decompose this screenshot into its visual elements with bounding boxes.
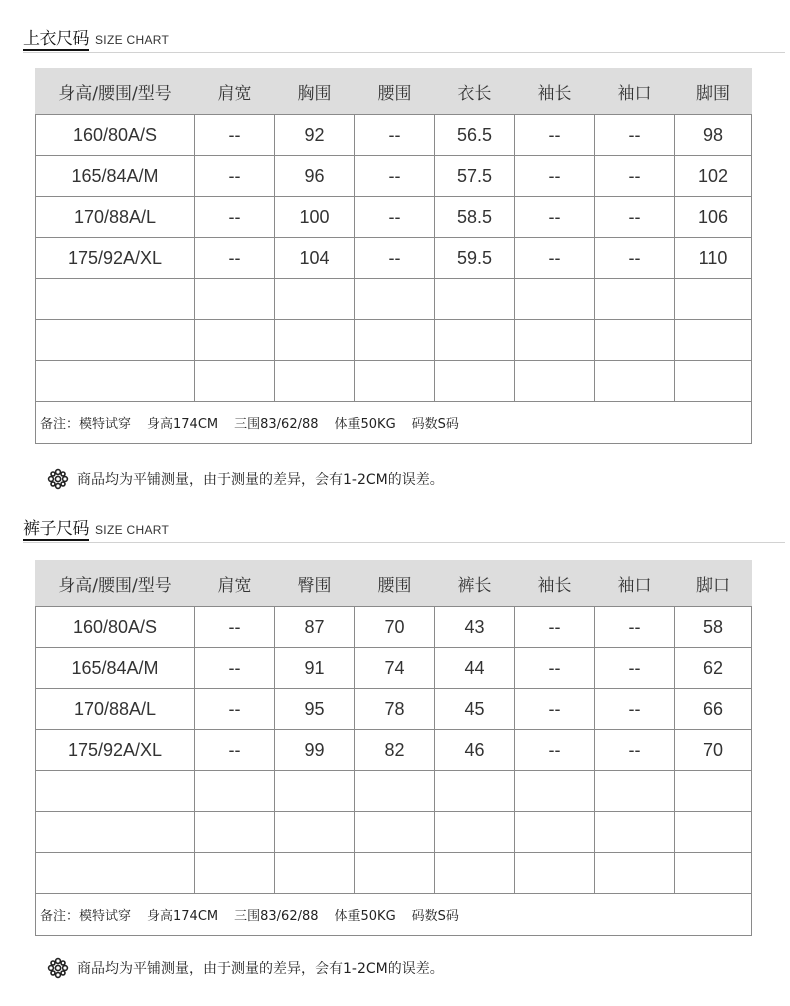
note-height: 身高174CM — [147, 909, 219, 924]
measurement-cell: -- — [195, 238, 275, 279]
header-cell: 袖长 — [515, 560, 595, 607]
measurement-cell — [595, 279, 675, 320]
measurement-cell — [435, 853, 515, 894]
header-cell: 胸围 — [275, 68, 355, 115]
measurement-cell — [195, 812, 275, 853]
measurement-cell: -- — [515, 156, 595, 197]
measurement-footnote — [47, 957, 444, 979]
measurement-cell: 70 — [675, 730, 752, 771]
measurement-cell: 57.5 — [435, 156, 515, 197]
measurement-cell — [515, 279, 595, 320]
measurement-cell: 102 — [675, 156, 752, 197]
table-row — [36, 730, 752, 771]
footnote-text: 商品均为平铺测量，由于测量的差异，会有1-2CM的误差。 — [77, 961, 444, 977]
measurement-cell — [515, 320, 595, 361]
table-header-row — [36, 68, 752, 115]
table-row — [36, 607, 752, 648]
measurement-cell: -- — [355, 115, 435, 156]
top-size-table — [35, 68, 752, 444]
measurement-cell — [435, 279, 515, 320]
flower-icon — [47, 468, 69, 490]
measurement-cell: 98 — [675, 115, 752, 156]
size-label-cell: 165/84A/M — [36, 156, 195, 197]
measurement-cell: -- — [515, 115, 595, 156]
measurement-cell — [355, 812, 435, 853]
note-size: 码数S码 — [411, 909, 459, 924]
size-label-cell — [36, 361, 195, 402]
measurement-cell: 110 — [675, 238, 752, 279]
header-cell: 腰围 — [355, 560, 435, 607]
measurement-cell — [355, 853, 435, 894]
measurement-cell — [675, 279, 752, 320]
measurement-cell — [515, 853, 595, 894]
note-height: 身高174CM — [147, 417, 219, 432]
measurement-cell — [195, 279, 275, 320]
table-row — [36, 156, 752, 197]
note-measurements: 三围83/62/88 — [234, 909, 319, 924]
size-label-cell: 160/80A/S — [36, 115, 195, 156]
model-note — [36, 894, 752, 936]
section-subtitle: SIZE CHART — [95, 523, 170, 537]
measurement-cell — [595, 853, 675, 894]
model-note — [36, 402, 752, 444]
measurement-cell — [355, 279, 435, 320]
measurement-cell: -- — [595, 648, 675, 689]
header-cell: 脚口 — [675, 560, 752, 607]
size-label-cell — [36, 771, 195, 812]
table-row — [36, 279, 752, 320]
table-row — [36, 812, 752, 853]
section-title: 裤子尺码 — [23, 519, 89, 539]
measurement-cell: -- — [355, 238, 435, 279]
measurement-cell: 43 — [435, 607, 515, 648]
size-label-cell: 170/88A/L — [36, 197, 195, 238]
measurement-cell — [675, 812, 752, 853]
measurement-cell — [515, 812, 595, 853]
measurement-cell: -- — [515, 648, 595, 689]
measurement-cell: 87 — [275, 607, 355, 648]
measurement-cell — [195, 771, 275, 812]
header-cell: 身高/腰围/型号 — [36, 560, 195, 607]
measurement-cell: 59.5 — [435, 238, 515, 279]
note-row — [36, 402, 752, 444]
measurement-cell: 95 — [275, 689, 355, 730]
footnote-text: 商品均为平铺测量，由于测量的差异，会有1-2CM的误差。 — [77, 472, 444, 488]
note-label: 备注：模特试穿 — [40, 417, 132, 432]
measurement-cell: -- — [595, 730, 675, 771]
table-header-row — [36, 560, 752, 607]
measurement-cell: -- — [595, 115, 675, 156]
measurement-cell: -- — [355, 197, 435, 238]
measurement-cell: 66 — [675, 689, 752, 730]
size-label-cell: 165/84A/M — [36, 648, 195, 689]
note-weight: 体重50KG — [334, 417, 396, 432]
size-label-cell — [36, 320, 195, 361]
measurement-cell: -- — [515, 730, 595, 771]
measurement-cell — [355, 320, 435, 361]
measurement-cell — [515, 771, 595, 812]
section-subtitle: SIZE CHART — [95, 33, 170, 47]
table-row — [36, 771, 752, 812]
measurement-cell — [435, 771, 515, 812]
measurement-cell: 58.5 — [435, 197, 515, 238]
measurement-cell: -- — [515, 197, 595, 238]
measurement-cell: -- — [195, 115, 275, 156]
header-cell: 袖长 — [515, 68, 595, 115]
size-label-cell: 175/92A/XL — [36, 730, 195, 771]
measurement-cell: 106 — [675, 197, 752, 238]
note-weight: 体重50KG — [334, 909, 396, 924]
measurement-cell: -- — [195, 730, 275, 771]
table-row — [36, 115, 752, 156]
header-cell: 肩宽 — [195, 560, 275, 607]
measurement-cell: 78 — [355, 689, 435, 730]
measurement-cell: -- — [195, 689, 275, 730]
header-cell: 腰围 — [355, 68, 435, 115]
size-label-cell — [36, 853, 195, 894]
measurement-cell: 58 — [675, 607, 752, 648]
measurement-cell — [275, 812, 355, 853]
header-cell: 身高/腰围/型号 — [36, 68, 195, 115]
measurement-cell: -- — [355, 156, 435, 197]
header-cell: 袖口 — [595, 560, 675, 607]
header-cell: 脚围 — [675, 68, 752, 115]
measurement-cell — [675, 771, 752, 812]
measurement-cell — [435, 320, 515, 361]
measurement-cell — [355, 361, 435, 402]
table-row — [36, 238, 752, 279]
measurement-cell — [595, 771, 675, 812]
section-title: 上衣尺码 — [23, 29, 89, 49]
size-label-cell: 170/88A/L — [36, 689, 195, 730]
measurement-cell — [275, 320, 355, 361]
measurement-cell: -- — [515, 607, 595, 648]
measurement-cell: 96 — [275, 156, 355, 197]
size-label-cell — [36, 279, 195, 320]
measurement-cell: 44 — [435, 648, 515, 689]
measurement-cell — [515, 361, 595, 402]
table-row — [36, 689, 752, 730]
measurement-cell — [275, 279, 355, 320]
measurement-cell — [675, 320, 752, 361]
flower-icon — [47, 957, 69, 979]
measurement-cell: 82 — [355, 730, 435, 771]
measurement-cell: -- — [195, 197, 275, 238]
size-label-cell: 160/80A/S — [36, 607, 195, 648]
note-row — [36, 894, 752, 936]
header-cell: 裤长 — [435, 560, 515, 607]
table-row — [36, 197, 752, 238]
header-cell: 臀围 — [275, 560, 355, 607]
measurement-cell: -- — [195, 648, 275, 689]
measurement-cell: -- — [515, 689, 595, 730]
measurement-cell: 70 — [355, 607, 435, 648]
table-row — [36, 320, 752, 361]
measurement-cell: -- — [595, 689, 675, 730]
note-measurements: 三围83/62/88 — [234, 417, 319, 432]
table-row — [36, 648, 752, 689]
measurement-cell — [195, 853, 275, 894]
measurement-cell: 100 — [275, 197, 355, 238]
measurement-cell — [435, 361, 515, 402]
measurement-cell — [675, 361, 752, 402]
pants-size-table — [35, 560, 752, 936]
measurement-cell — [595, 812, 675, 853]
measurement-cell — [275, 361, 355, 402]
measurement-cell: -- — [595, 156, 675, 197]
note-label: 备注：模特试穿 — [40, 909, 132, 924]
table-row — [36, 853, 752, 894]
measurement-cell — [275, 853, 355, 894]
header-cell: 衣长 — [435, 68, 515, 115]
measurement-cell — [595, 361, 675, 402]
measurement-cell: -- — [595, 607, 675, 648]
measurement-cell: 99 — [275, 730, 355, 771]
section-header — [23, 29, 169, 51]
table-row — [36, 361, 752, 402]
measurement-cell: 91 — [275, 648, 355, 689]
size-label-cell — [36, 812, 195, 853]
measurement-cell — [195, 320, 275, 361]
measurement-cell: 92 — [275, 115, 355, 156]
measurement-cell: -- — [595, 238, 675, 279]
measurement-cell: -- — [195, 607, 275, 648]
measurement-cell: 45 — [435, 689, 515, 730]
measurement-footnote — [47, 468, 444, 490]
header-cell: 袖口 — [595, 68, 675, 115]
measurement-cell: -- — [195, 156, 275, 197]
measurement-cell — [435, 812, 515, 853]
note-size: 码数S码 — [411, 417, 459, 432]
measurement-cell — [355, 771, 435, 812]
section-header — [23, 519, 169, 541]
measurement-cell — [195, 361, 275, 402]
measurement-cell: 74 — [355, 648, 435, 689]
size-label-cell: 175/92A/XL — [36, 238, 195, 279]
measurement-cell: -- — [515, 238, 595, 279]
measurement-cell: 56.5 — [435, 115, 515, 156]
measurement-cell — [275, 771, 355, 812]
section-divider — [23, 542, 785, 543]
header-cell: 肩宽 — [195, 68, 275, 115]
measurement-cell: -- — [595, 197, 675, 238]
measurement-cell — [595, 320, 675, 361]
section-divider — [23, 52, 785, 53]
measurement-cell — [675, 853, 752, 894]
measurement-cell: 62 — [675, 648, 752, 689]
measurement-cell: 46 — [435, 730, 515, 771]
measurement-cell: 104 — [275, 238, 355, 279]
